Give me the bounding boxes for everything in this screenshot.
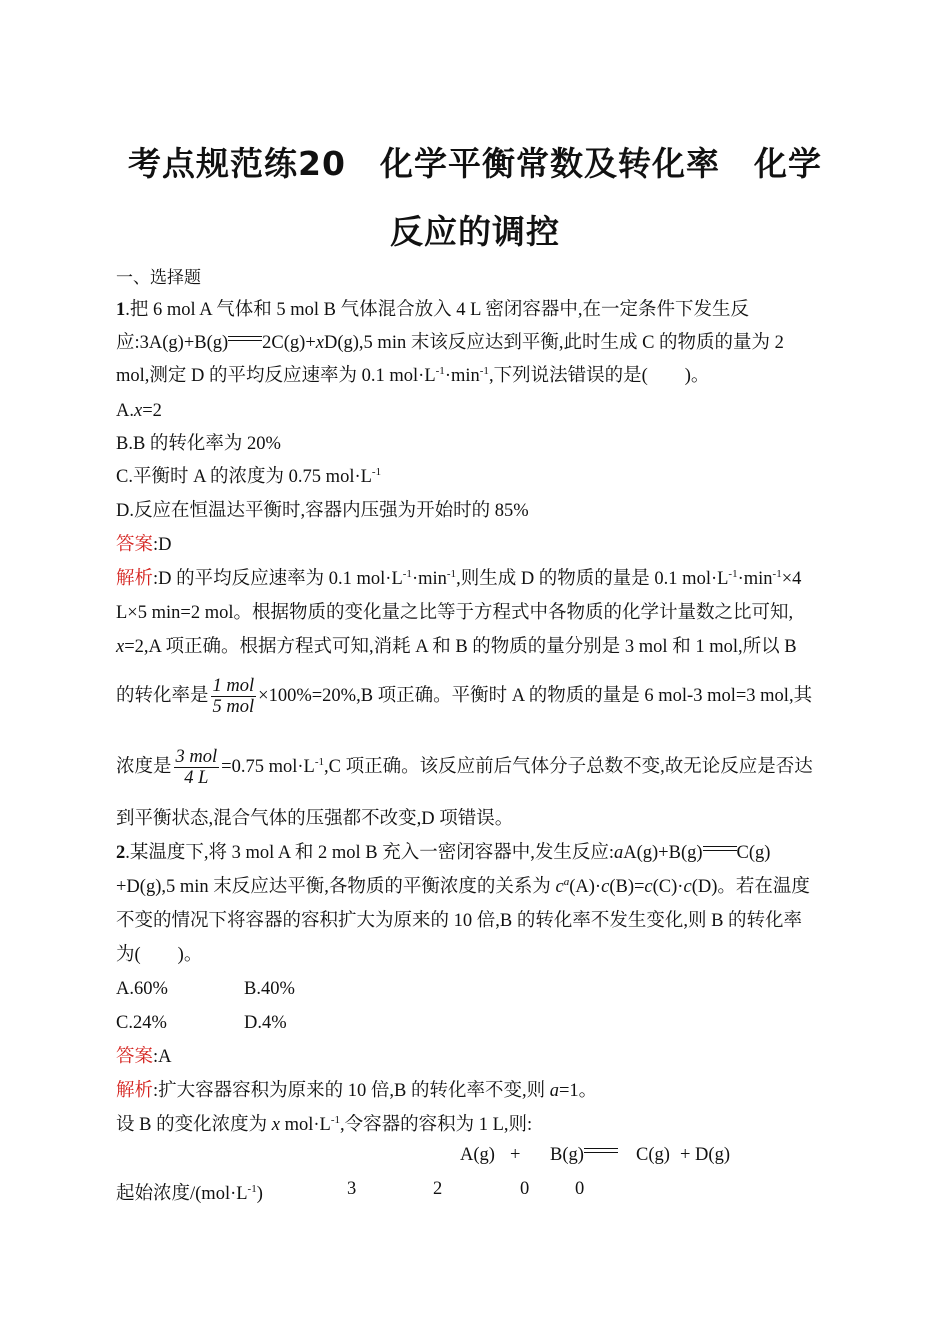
q2-explanation-line2: 设 B 的变化浓度为 x $mol\cdot L^{-1}$,令容器的容积为 1 L,则: (116, 1114, 533, 1135)
explanation-label: 解析 (116, 1081, 154, 1101)
page-title-line1: 考点规范练20 化学平衡常数及转化率 化学 (128, 144, 822, 183)
q2-answer: 答案:A (116, 1047, 172, 1067)
q2-explanation-line1: 解析:扩大容器容积为原来的 10 倍,B 的转化率不变,则 a=1。 (116, 1081, 598, 1101)
q1-explanation-line4: 的转化率是 $\frac{\text{1 mol}}{\text{5 mol}}$ ×100%=20%,B 项正确。平衡时 A 的物质的量是 6 mol-3 mol=3 mol,其 (116, 676, 813, 717)
q1-explanation-line5: 浓度是 $\frac{\text{3 mol}}{4 L}$ =0.75 $mol\cdot L^{-1},C$ 项正确。该反应前后气体分子总数不变,故无论反应是否达 (116, 747, 813, 788)
equilibrium-arrow-icon (584, 1146, 618, 1156)
q2-stem-line2: +D(g),5 min 末反应达平衡,各物质的平衡浓度的关系为 $c^a(A)\cdot c(B)=c(C)\cdot c(D)$。若在温度 (116, 876, 810, 897)
q1-explanation-line1: 解析:D 的平均反应速率为 0.1 $mol\cdot L^{-1}\cdot\min^{-1}$,则生成 D 的物质的量是 0.1 $mol\cdot L^{-1}\cdot\min^{-1}\times 4$ (116, 568, 802, 589)
q1-text: mol,测定 D 的平均反应速率为 0.1 mol·L (116, 366, 436, 386)
q1-text: ·min (444, 366, 480, 386)
row-initial-b: 2 (433, 1179, 443, 1199)
q1-text: D(g),5 min 末该反应达到平衡,此时生成 C 的物质的量为 2 (324, 333, 784, 353)
q2-stem-line4: 为( )。 (116, 945, 203, 965)
q1-text: 应:3A(g)+B(g) (116, 333, 229, 353)
q1-explanation-line2: L×5 min=2 mol。根据物质的变化量之比等于方程式中各物质的化学计量数之比可知, (116, 603, 794, 623)
q1-answer: 答案:D (116, 535, 172, 555)
q1-text: .把 6 mol A 气体和 5 mol B 气体混合放入 4 L 密闭容器中,在一定条件下发生反 (125, 300, 749, 320)
answer-label: 答案 (116, 535, 154, 555)
q1-option-b: B.B 的转化率为 20% (116, 434, 281, 454)
q1-explanation-line6: 到平衡状态,混合气体的压强都不改变,D 项错误。 (116, 809, 514, 829)
answer-label: 答案 (116, 1047, 154, 1067)
q1-option-c: C.平衡时 A 的浓度为 0.75 $mol\cdot L^{-1}$ (116, 466, 382, 487)
q1-option-d: D.反应在恒温达平衡时,容器内压强为开始时的 85% (116, 501, 529, 521)
q1-text: 2C(g)+ (262, 333, 316, 353)
equilibrium-arrow-icon (703, 844, 737, 854)
fraction: $\frac{\text{3 mol}}{4 L}$ (175, 747, 218, 788)
q1-option-a: A.x=2 (116, 401, 162, 421)
page-title-line2: 反应的调控 (390, 212, 560, 251)
q1-text: ,下列说法错误的是( )。 (488, 366, 710, 386)
row-initial-a: 3 (347, 1179, 357, 1199)
q2-stem-line1: 2.某温度下,将 3 mol A 和 2 mol B 充入一密闭容器中,发生反应:aA(g)+B(g) C(g) (116, 843, 771, 863)
q2-stem-line3: 不变的情况下将容器的容积扩大为原来的 10 倍,B 的转化率不发生变化,则 B 的转化率 (116, 911, 803, 931)
q1-stem-line2 (116, 331, 784, 355)
row-initial-label: 起始浓度$/(mol\cdot L^{-1})$ (116, 1183, 263, 1204)
rxn-species-d: + D(g) (680, 1145, 730, 1165)
superscript: -1 (435, 365, 445, 377)
rxn-species-b: B(g) (550, 1145, 618, 1166)
fraction: $\frac{\text{1 mol}}{\text{5 mol}}$ (212, 676, 255, 717)
q2-option-b: B.40% (244, 979, 295, 999)
q1-stem-line1 (116, 298, 749, 322)
q1-number: 1 (116, 300, 126, 320)
row-initial-d: 0 (575, 1179, 585, 1199)
superscript: -1 (479, 365, 489, 377)
rxn-species-a: A(g) (460, 1145, 495, 1165)
q1-var: x (315, 333, 324, 353)
q2-number: 2 (116, 843, 126, 863)
rxn-species-c: C(g) (636, 1145, 670, 1165)
q1-stem-line3 (116, 364, 709, 388)
equilibrium-arrow-icon (228, 334, 262, 344)
q1-explanation-line3: x=2,A 项正确。根据方程式可知,消耗 A 和 B 的物质的量分别是 3 mol 和 1 mol,所以 B (116, 637, 797, 657)
rxn-plus: + (510, 1145, 521, 1165)
row-initial-c: 0 (520, 1179, 530, 1199)
q2-option-a: A.60% (116, 979, 168, 999)
section-heading: 一、选择题 (116, 268, 201, 288)
q2-option-c: C.24% (116, 1013, 167, 1033)
q2-option-d: D.4% (244, 1013, 287, 1033)
explanation-label: 解析 (116, 569, 154, 589)
